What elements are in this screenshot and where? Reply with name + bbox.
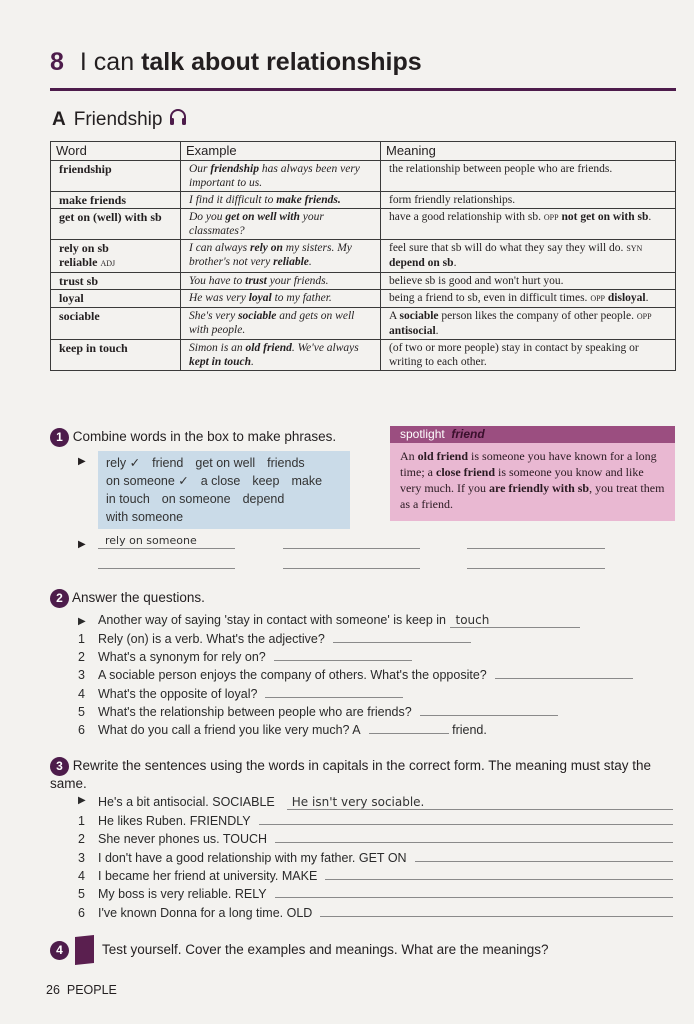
text-segment: is someone you know and like very much. If you (400, 465, 644, 495)
vocabulary-table (50, 141, 676, 371)
item-number: 3 (78, 668, 85, 683)
cell-example (181, 161, 381, 192)
exercise-3-heading (50, 757, 675, 792)
bold-term: trust (245, 275, 267, 287)
text-segment: believe sb is good and won't hurt you. (389, 275, 564, 287)
answer-line[interactable] (495, 678, 633, 679)
cell-word (51, 273, 181, 290)
text-segment: friendship (59, 162, 112, 176)
table-row (51, 192, 676, 209)
cell-word (51, 209, 181, 240)
bold-term: sociable (238, 310, 277, 322)
text-segment: feel sure that sb will do what they say they will do. (389, 242, 627, 254)
answer-line[interactable] (450, 613, 580, 628)
unit-title (50, 48, 422, 77)
text-segment: She's very (189, 310, 239, 322)
bold-term: close friend (436, 465, 495, 479)
bold-term: not get on with sb (561, 211, 649, 223)
cell-example (181, 308, 381, 340)
answer-line[interactable] (287, 795, 673, 810)
answer-line[interactable] (369, 733, 449, 734)
text-segment: being a friend to sb, even in difficult times. (389, 292, 591, 304)
header-word: Word (51, 142, 181, 161)
item-text: What's the relationship between people who are friends? (98, 704, 412, 719)
example-answer: rely on someone (105, 534, 197, 547)
text-segment: . (250, 356, 254, 368)
exercise-2-example (78, 613, 580, 628)
table-row (51, 308, 676, 340)
question-item (78, 705, 558, 719)
title-rule (50, 88, 676, 91)
bold-term: friendship (210, 163, 259, 175)
page-footer (46, 983, 117, 997)
triangle-bullet-icon: ▶ (78, 795, 86, 806)
question-item (78, 814, 673, 828)
item-number: 4 (78, 686, 85, 701)
spotlight-word: friend (451, 427, 485, 441)
text-segment: A (389, 310, 400, 322)
box-word: on someone ✓ (106, 474, 189, 488)
question-item (78, 869, 673, 883)
answer-line[interactable] (275, 842, 673, 843)
answer-line[interactable] (467, 568, 605, 569)
bold-term: are friendly with sb (488, 481, 590, 495)
text-segment: Do you (189, 211, 226, 223)
item-number: 2 (78, 832, 85, 847)
item-number: 1 (78, 632, 85, 646)
table-row (51, 209, 676, 240)
text-segment: keep in touch (59, 341, 128, 355)
cell-word (51, 290, 181, 308)
text-segment: to my father. (271, 292, 332, 304)
text-segment: make friends (59, 193, 126, 207)
cell-meaning (381, 273, 676, 290)
answer-line[interactable] (98, 548, 235, 549)
item-text: I don't have a good relationship with my father. GET ON (98, 850, 407, 865)
item-text: She never phones us. TOUCH (98, 832, 268, 847)
grammar-label: ADJ (100, 259, 116, 268)
item-number: 6 (78, 905, 85, 920)
question-item (78, 687, 403, 701)
exercise-instruction: Test yourself. Cover the examples and meanings. What are the meanings? (102, 941, 549, 957)
title-bold: talk about relationships (141, 48, 422, 76)
item-number: 2 (78, 650, 85, 665)
section-heading (52, 107, 188, 131)
triangle-bullet-icon: ▶ (78, 616, 86, 627)
cell-word (51, 161, 181, 192)
page-number: 26 (46, 983, 60, 997)
section-title: Friendship (73, 109, 163, 130)
cell-meaning (381, 290, 676, 308)
exercise-4-heading (50, 936, 548, 964)
unit-number: 8 (50, 48, 64, 76)
item-text: My boss is very reliable. RELY (98, 887, 267, 902)
text-segment: get on (well) with sb (59, 210, 162, 224)
exercise-3-example (78, 795, 673, 810)
box-word: make (291, 474, 323, 488)
text-segment: form friendly relationships. (389, 194, 516, 206)
bold-term: loyal (248, 292, 272, 304)
bold-term: make friends. (276, 194, 341, 206)
grammar-label: OPP (590, 294, 605, 303)
answer-line[interactable] (275, 897, 673, 898)
question-item (78, 668, 633, 682)
item-text: He likes Ruben. FRIENDLY (98, 814, 251, 828)
answer-line[interactable] (415, 861, 673, 862)
text-segment: trust sb (59, 274, 99, 288)
item-text: I've known Donna for a long time. OLD (98, 905, 313, 920)
word-box (98, 451, 350, 529)
item-text: What do you call a friend you like very much? A (98, 723, 361, 737)
answer-line[interactable] (333, 642, 471, 643)
book-cover-icon (75, 935, 94, 965)
cell-meaning (381, 240, 676, 273)
example-answer: touch (455, 613, 490, 627)
text-segment: have a good relationship with sb. (389, 211, 544, 223)
answer-line[interactable] (420, 715, 558, 716)
question-item (78, 887, 673, 901)
answer-line[interactable] (98, 568, 235, 569)
text-segment: An (400, 449, 418, 463)
triangle-bullet-icon: ▶ (78, 456, 86, 467)
cell-meaning (381, 209, 676, 240)
text-segment: . (435, 325, 439, 337)
text-segment: sociable (59, 309, 100, 323)
text-segment: I can always (189, 242, 251, 254)
bold-term: old friend (417, 449, 469, 463)
item-text: I became her friend at university. MAKE (98, 868, 318, 883)
cell-example (181, 192, 381, 209)
grammar-label: SYN (626, 244, 643, 253)
cell-meaning (381, 192, 676, 209)
example-answer: He isn't very sociable. (291, 795, 425, 809)
item-number: 4 (78, 868, 85, 883)
example-text: Another way of saying 'stay in contact with someone' is keep in (98, 613, 447, 627)
bold-term: antisocial (389, 325, 436, 337)
item-number: 1 (78, 814, 85, 828)
exercise-number: 1 (50, 428, 69, 447)
bold-term: old friend (245, 342, 292, 354)
exercise-number: 3 (50, 757, 69, 776)
item-text: Rely (on) is a verb. What's the adjective? (98, 632, 325, 646)
spotlight-label: spotlight (400, 427, 445, 441)
bold-term: depend on sb (389, 257, 454, 269)
header-example: Example (181, 142, 381, 161)
item-text-after: friend. (448, 723, 487, 737)
question-item (78, 723, 487, 737)
answer-line[interactable] (283, 548, 420, 549)
cell-example (181, 273, 381, 290)
answer-line[interactable] (274, 660, 412, 661)
bold-term: get on well with (225, 211, 300, 223)
box-word: a close (200, 474, 241, 488)
footer-section: PEOPLE (66, 983, 117, 997)
text-segment: Simon is an (189, 342, 246, 354)
grammar-label: OPP (543, 213, 559, 222)
title-plain: I can (79, 48, 142, 76)
box-word: keep (252, 474, 280, 488)
text-segment: Our (189, 163, 211, 175)
cell-example (181, 240, 381, 273)
text-segment: your friends. (266, 275, 329, 287)
answer-line[interactable] (259, 824, 673, 825)
cell-word (51, 340, 181, 371)
grammar-label: OPP (636, 312, 652, 321)
spotlight-box (390, 426, 675, 521)
text-segment: , you treat them as a friend. (400, 481, 665, 511)
text-segment: my sisters. My brother's not very (189, 242, 352, 268)
text-segment: reliable (59, 255, 101, 269)
cell-example (181, 209, 381, 240)
item-number: 3 (78, 850, 85, 865)
bold-term: reliable (273, 256, 309, 268)
table-row (51, 290, 676, 308)
box-word: with someone (106, 510, 184, 524)
table-row (51, 240, 676, 273)
text-segment: your classmates? (189, 211, 324, 237)
table-row (51, 161, 676, 192)
section-letter: A (52, 109, 66, 130)
box-word: friend (152, 456, 184, 470)
exercise-2-heading (50, 589, 205, 608)
item-number: 6 (78, 723, 85, 737)
answer-line[interactable] (265, 697, 403, 698)
answer-line[interactable] (283, 568, 420, 569)
bold-term: kept in touch (189, 356, 251, 368)
text-segment: the relationship between people who are friends. (389, 163, 613, 175)
spotlight-text (390, 443, 675, 518)
table-row (51, 340, 676, 371)
item-number: 5 (78, 704, 85, 719)
triangle-bullet-icon: ▶ (78, 539, 86, 550)
text-segment: . (308, 256, 312, 268)
exercise-instruction: Rewrite the sentences using the words in capitals in the correct form. The meaning must stay the same. (50, 758, 652, 791)
bold-term: sociable (399, 310, 439, 322)
exercise-instruction: Combine words in the box to make phrases. (72, 429, 337, 444)
spotlight-header (390, 426, 675, 443)
text-segment: . (645, 292, 649, 304)
text-segment: I find it difficult to (189, 194, 277, 206)
cell-word (51, 240, 181, 273)
table-row (51, 273, 676, 290)
text-segment: . We've always (291, 342, 359, 354)
text-segment: loyal (59, 291, 84, 305)
box-word: friends (267, 456, 305, 470)
cell-word (51, 192, 181, 209)
item-number: 5 (78, 887, 85, 902)
question-item (78, 906, 673, 920)
bold-term: disloyal (607, 292, 646, 304)
question-item (78, 632, 471, 646)
text-segment: . (648, 211, 652, 223)
exercise-instruction: Answer the questions. (72, 590, 205, 605)
box-word: get on well (195, 456, 256, 470)
text-segment: You have to (189, 275, 246, 287)
exercise-number: 4 (50, 941, 69, 960)
cell-meaning (381, 161, 676, 192)
cell-example (181, 290, 381, 308)
text-segment: He was very (189, 292, 249, 304)
bold-term: rely on (250, 242, 283, 254)
text-segment: has always been very important to us. (189, 163, 360, 189)
text-segment: (of two or more people) stay in contact by speaking or writing to each other. (389, 342, 639, 368)
text-segment: rely on sb (59, 241, 109, 255)
question-item (78, 832, 673, 846)
box-word: in touch (106, 492, 150, 506)
cell-example (181, 340, 381, 371)
answer-line[interactable] (325, 879, 673, 880)
box-word: rely ✓ (106, 456, 141, 470)
question-item (78, 650, 412, 664)
question-item (78, 851, 673, 865)
answer-line[interactable] (467, 548, 605, 549)
text-segment: and gets on well with people. (189, 310, 355, 336)
cell-meaning (381, 340, 676, 371)
text-segment: . (453, 257, 457, 269)
text-segment: is someone you have known for a long time; a (400, 449, 657, 479)
cell-word (51, 308, 181, 340)
exercise-1-heading (50, 428, 336, 447)
exercise-number: 2 (50, 589, 69, 608)
item-text: A sociable person enjoys the company of others. What's the opposite? (98, 668, 487, 683)
box-word: on someone (161, 492, 231, 506)
item-text: What's a synonym for rely on? (98, 650, 266, 665)
text-segment: person likes the company of other people. (438, 310, 637, 322)
header-meaning: Meaning (381, 142, 676, 161)
example-text: He's a bit antisocial. SOCIABLE (98, 795, 275, 809)
answer-line[interactable] (320, 916, 673, 917)
item-text: What's the opposite of loyal? (98, 686, 258, 701)
headphones-icon (168, 107, 188, 127)
box-word: depend (242, 492, 285, 506)
cell-meaning (381, 308, 676, 340)
